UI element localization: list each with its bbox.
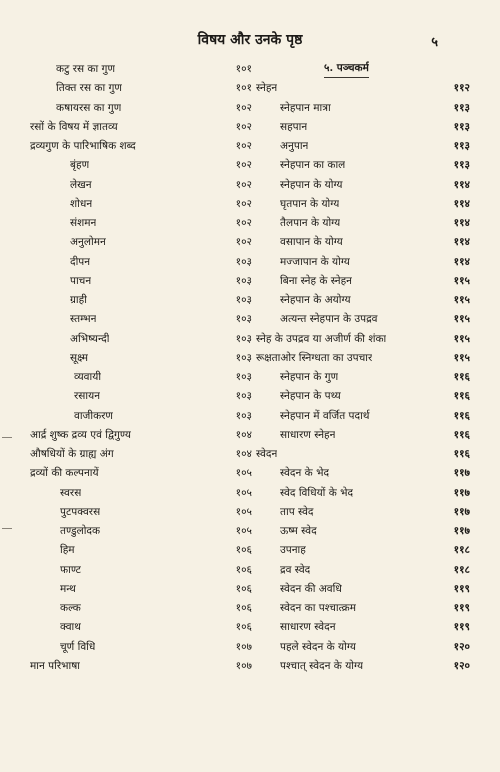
- entry-page-number: ११६: [453, 371, 470, 383]
- entry-page-number: १०३: [235, 274, 252, 287]
- entry-label: मन्थ: [60, 582, 76, 595]
- entry-page-number: १०५: [235, 467, 252, 480]
- entry-page-number: ११६: [453, 390, 470, 403]
- index-entry: [30, 99, 252, 118]
- entry-label: स्नेहपान के अयोग्य: [280, 294, 351, 306]
- index-entry: [30, 79, 252, 98]
- entry-page-number: १०२: [235, 178, 252, 191]
- entry-page-number: ११४: [453, 255, 470, 268]
- index-entry: [256, 214, 470, 233]
- entry-page-number: १०३: [235, 332, 252, 345]
- entry-label: अनुपान: [280, 140, 309, 152]
- entry-page-number: ११७: [453, 505, 470, 518]
- entry-page-number: १०१: [235, 82, 252, 95]
- entry-page-number: १०३: [235, 255, 252, 268]
- entry-page-number: १०२: [235, 197, 252, 210]
- index-entry: [30, 176, 252, 195]
- entry-label: तैलपान के योग्य: [280, 217, 341, 229]
- entry-label: दीपन: [70, 255, 91, 268]
- entry-page-number: १०६: [235, 563, 252, 576]
- index-entry: [30, 330, 252, 349]
- index-entry: [30, 503, 252, 522]
- index-entry: [256, 99, 470, 118]
- entry-label: साधारण स्नेहन: [280, 428, 336, 441]
- entry-page-number: ११३: [453, 159, 470, 172]
- index-entry: [30, 156, 252, 175]
- entry-page-number: ११६: [453, 448, 470, 460]
- entry-page-number: १०५: [235, 505, 252, 518]
- entry-label: कषायरस का गुण: [56, 101, 122, 114]
- entry-page-number: ११९: [453, 602, 470, 614]
- entry-label: पुटपक्वरस: [60, 505, 101, 518]
- entry-label: व्यवायी: [74, 371, 102, 383]
- entry-label: उपनाह: [280, 544, 306, 557]
- index-entry: [256, 464, 470, 483]
- index-entry: [256, 657, 470, 676]
- entry-label: ऊष्म स्वेद: [280, 525, 317, 537]
- entry-page-number: ११७: [453, 525, 470, 537]
- index-entry: [30, 118, 252, 137]
- index-entry: [30, 272, 252, 291]
- entry-page-number: ११५: [453, 332, 470, 345]
- index-entry: [256, 349, 470, 368]
- index-entry: [256, 272, 470, 291]
- entry-label: संशमन: [70, 217, 97, 229]
- entry-page-number: ११५: [453, 294, 470, 306]
- index-entry: [30, 638, 252, 657]
- entry-label: रूक्षताओर स्निग्धता का उपचार: [256, 351, 373, 364]
- entry-label: पाचन: [70, 274, 92, 287]
- index-entry: [256, 195, 470, 214]
- entry-label: स्नेहपान के योग्य: [280, 178, 343, 191]
- entry-page-number: ११८: [453, 544, 470, 557]
- page-title: विषय और उनके पृष्ठ: [197, 32, 303, 48]
- entry-page-number: ११४: [453, 178, 470, 191]
- index-entry: [30, 426, 252, 445]
- index-entry: [256, 253, 470, 272]
- entry-label: आर्द्र शुष्क द्रव्य एवं द्विगुण्य: [30, 428, 132, 441]
- index-left-column: [30, 60, 252, 676]
- entry-page-number: १०६: [235, 582, 252, 595]
- index-entry: [30, 253, 252, 272]
- index-entry: [256, 368, 470, 387]
- index-entry: [256, 445, 470, 464]
- margin-mark: [2, 528, 12, 529]
- entry-page-number: १२०: [453, 659, 470, 672]
- index-entry: [30, 657, 252, 676]
- entry-label: स्वेद विधियों के भेद: [280, 486, 354, 499]
- entry-label: पश्चात् स्वेदन के योग्य: [280, 659, 364, 672]
- entry-page-number: १०६: [235, 621, 252, 634]
- index-right-column: [256, 60, 470, 676]
- entry-label: अनुलोमन: [70, 236, 106, 249]
- index-entry: [256, 484, 470, 503]
- index-entry: [256, 118, 470, 137]
- index-entry: [30, 618, 252, 637]
- entry-label: द्रव्यों की कल्पनायें: [30, 467, 99, 480]
- index-entry: [256, 233, 470, 252]
- entry-page-number: ११४: [453, 197, 470, 210]
- entry-label: चूर्ण विधि: [60, 640, 96, 653]
- entry-page-number: १०६: [235, 544, 252, 557]
- entry-page-number: १०७: [235, 640, 252, 653]
- index-entry: [30, 368, 252, 387]
- entry-page-number: ११५: [453, 274, 470, 287]
- margin-mark: [2, 437, 12, 438]
- index-entry: [30, 60, 252, 79]
- entry-page-number: ११४: [453, 217, 470, 229]
- index-entry: [256, 176, 470, 195]
- entry-label: पहले स्वेदन के योग्य: [280, 640, 356, 653]
- index-entry: [256, 426, 470, 445]
- entry-label: स्नेहपान में वर्जित पदार्थ: [280, 409, 370, 422]
- entry-page-number: १०६: [235, 602, 252, 614]
- index-entry: [256, 638, 470, 657]
- entry-page-number: १०३: [235, 313, 252, 326]
- entry-page-number: ११६: [453, 409, 470, 422]
- entry-label: साधारण स्वेदन: [280, 621, 336, 634]
- index-entry: [30, 599, 252, 618]
- entry-page-number: १०३: [235, 409, 252, 422]
- entry-page-number: १२०: [453, 640, 470, 653]
- entry-page-number: १०३: [235, 390, 252, 403]
- entry-page-number: १०१: [235, 63, 252, 75]
- entry-page-number: १०२: [235, 236, 252, 249]
- entry-label: स्वेदन का पश्चात्क्रम: [280, 602, 356, 614]
- entry-page-number: १०२: [235, 159, 252, 172]
- index-entry: [256, 137, 470, 156]
- entry-label: हिम: [60, 544, 75, 557]
- entry-label: रसायन: [74, 390, 101, 403]
- entry-label: तिक्त रस का गुण: [56, 82, 123, 95]
- entry-page-number: १०२: [235, 217, 252, 229]
- section-heading: [256, 60, 470, 79]
- index-entry: [30, 580, 252, 599]
- entry-page-number: १०४: [235, 428, 252, 441]
- index-entry: [256, 291, 470, 310]
- index-entry: [256, 407, 470, 426]
- entry-label: कटु रस का गुण: [56, 63, 116, 75]
- index-entry: [30, 484, 252, 503]
- entry-label: मान परिभाषा: [30, 659, 81, 672]
- entry-label: स्वेदन की अवधि: [280, 582, 342, 595]
- entry-label: स्नेह के उपद्रव या अजीर्ण की शंका: [256, 332, 387, 345]
- entry-page-number: ११६: [453, 428, 470, 441]
- index-entry: [30, 349, 252, 368]
- entry-page-number: ११५: [453, 313, 470, 326]
- index-entry: [30, 541, 252, 560]
- index-entry: [256, 599, 470, 618]
- entry-label: स्नेहपान के पथ्य: [280, 390, 341, 403]
- entry-label: बिना स्नेह के स्नेहन: [280, 274, 352, 287]
- index-entry: [256, 580, 470, 599]
- index-entry: [30, 137, 252, 156]
- index-entry: [256, 541, 470, 560]
- entry-page-number: ११७: [453, 486, 470, 499]
- entry-label: कल्क: [60, 602, 81, 614]
- entry-label: स्वरस: [60, 486, 82, 499]
- entry-label: लेखन: [70, 178, 92, 191]
- entry-page-number: १०२: [235, 101, 252, 114]
- index-entry: [30, 291, 252, 310]
- index-entry: [256, 618, 470, 637]
- entry-page-number: ११९: [453, 582, 470, 595]
- entry-page-number: १०४: [235, 448, 252, 460]
- entry-page-number: १०५: [235, 486, 252, 499]
- entry-page-number: ११३: [453, 140, 470, 152]
- entry-label: ताप स्वेद: [280, 505, 314, 518]
- entry-label: स्नेहपान के गुण: [280, 371, 339, 383]
- entry-label: सूक्ष्म: [70, 351, 89, 364]
- entry-label: क्वाथ: [60, 621, 81, 634]
- entry-label: ग्राही: [70, 294, 87, 306]
- entry-page-number: ११२: [453, 82, 470, 95]
- entry-label: शोधन: [70, 197, 93, 210]
- entry-label: द्रव्यगुण के पारिभाषिक शब्द: [30, 140, 136, 152]
- entry-label: वाजीकरण: [74, 409, 114, 422]
- index-entry: [30, 195, 252, 214]
- entry-page-number: १०२: [235, 140, 252, 152]
- index-entry: [256, 330, 470, 349]
- entry-page-number: १०३: [235, 351, 252, 364]
- entry-page-number: ११७: [453, 467, 470, 480]
- index-entry: [30, 387, 252, 406]
- entry-label: सहपान: [280, 120, 308, 133]
- index-entry: [256, 503, 470, 522]
- entry-label: तण्डुलोदक: [60, 525, 101, 537]
- page-header: [0, 28, 500, 52]
- index-entry: [256, 79, 470, 98]
- entry-label: बृंहण: [70, 159, 90, 172]
- entry-label: द्रव स्वेद: [280, 563, 311, 576]
- index-entry: [30, 233, 252, 252]
- entry-page-number: १०३: [235, 371, 252, 383]
- entry-label: ५. पञ्चकर्म: [324, 60, 369, 78]
- entry-label: मज्जापान के योग्य: [280, 255, 350, 268]
- entry-label: स्तम्भन: [70, 313, 97, 326]
- entry-page-number: ११४: [453, 236, 470, 249]
- entry-label: फाण्ट: [60, 563, 81, 576]
- entry-page-number: ११५: [453, 351, 470, 364]
- index-entry: [256, 561, 470, 580]
- entry-label: स्वेदन के भेद: [280, 467, 330, 480]
- entry-label: अभिष्यन्दी: [70, 332, 110, 345]
- index-entry: [30, 561, 252, 580]
- entry-page-number: १०३: [235, 294, 252, 306]
- entry-page-number: ११९: [453, 621, 470, 634]
- entry-page-number: ११३: [453, 120, 470, 133]
- entry-page-number: १०७: [235, 659, 252, 672]
- entry-label: स्नेहपान का काल: [280, 159, 346, 172]
- entry-label: घृतपान के योग्य: [280, 197, 340, 210]
- index-entry: [256, 522, 470, 541]
- entry-page-number: १०५: [235, 525, 252, 537]
- entry-page-number: ११३: [453, 101, 470, 114]
- entry-label: स्वेदन: [256, 448, 278, 460]
- entry-label: स्नेहपान मात्रा: [280, 101, 331, 114]
- entry-label: अत्यन्त स्नेहपान के उपद्रव: [280, 313, 378, 326]
- index-entry: [30, 464, 252, 483]
- entry-page-number: ११८: [453, 563, 470, 576]
- index-entry: [30, 445, 252, 464]
- entry-label: वसापान के योग्य: [280, 236, 343, 249]
- entry-label: रसों के विषय में ज्ञातव्य: [30, 120, 118, 133]
- index-entry: [256, 156, 470, 175]
- index-entry: [30, 522, 252, 541]
- page-number: ५: [431, 35, 438, 50]
- entry-page-number: १०२: [235, 120, 252, 133]
- entry-label: स्नेहन: [256, 82, 278, 95]
- index-entry: [256, 387, 470, 406]
- index-entry: [30, 214, 252, 233]
- index-entry: [30, 310, 252, 329]
- index-entry: [256, 310, 470, 329]
- index-entry: [30, 407, 252, 426]
- entry-label: औषधियों के ग्राह्य अंग: [30, 448, 114, 460]
